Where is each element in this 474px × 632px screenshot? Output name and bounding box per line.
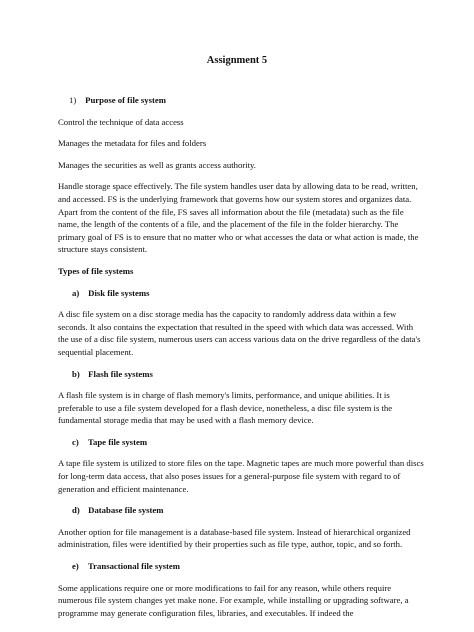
type-heading [72, 504, 424, 517]
type-description: Another option for file management is a database-based file system. Instead of hierarchical organized administration, files were identified by their properties such as file type, author, topic, and so forth. [58, 526, 411, 550]
document-body [58, 94, 424, 628]
type-heading [72, 560, 424, 573]
type-name: Tape file system [88, 436, 148, 447]
section-number: 1) [69, 95, 77, 105]
section-heading-text: Purpose of file system [85, 95, 166, 105]
type-description: A disc file system on a disc storage media has the capacity to randomly address data within a few seconds. It also contains the expectation that resulted in the speed with which data was accessed. With the use of a disc file system, numerous users can access various data on the drive regardless of the data's sequential placement. [58, 309, 421, 357]
type-heading [72, 287, 424, 300]
type-description: A tape file system is utilized to store files on the tape. Magnetic tapes are much more powerful than discs for long-term data access, that also poses issues for a general-purpose file system with regard to of generation and efficient maintenance. [58, 458, 424, 494]
type-heading [72, 436, 424, 449]
type-letter: d) [72, 505, 80, 516]
type-description: A flash file system is in charge of flash memory's limits, performance, and unique abilities. It is preferable to use a file system developed for a flash device, nonetheless, a disc file system is the fundamental storage media that may be used with a flash memory device. [58, 390, 393, 426]
purpose-point: Manages the securities as well as grants access authority. [58, 159, 256, 170]
type-letter: c) [72, 436, 79, 447]
type-heading [72, 368, 424, 381]
page-title: Assignment 5 [206, 55, 268, 66]
purpose-paragraph: Handle storage space effectively. The file system handles user data by allowing data to be read, written, and accessed. FS is the underlying framework that governs how our system stores and organizes data. Apart from the content of the file, FS saves all information about the file (metadata) such as the file name, the length of the contents of a file, and the placement of the file in the folder hierarchy. The primary goal of FS is to ensure that no matter who or what accesses the data or what action is made, the structure stays consistent. [58, 181, 419, 255]
type-letter: b) [72, 368, 80, 379]
purpose-point: Manages the metadata for files and folders [58, 138, 207, 149]
type-name: Disk file systems [88, 287, 150, 298]
type-letter: a) [72, 287, 80, 298]
type-name: Transactional file system [88, 561, 181, 572]
section-heading [69, 94, 424, 107]
purpose-point: Control the technique of data access [58, 116, 184, 127]
type-name: Database file system [88, 505, 164, 516]
types-heading: Types of file systems [58, 265, 134, 276]
type-description: Some applications require one or more modifications to fail for any reason, while others require numerous file system changes yet make none. For example, while installing or upgrading software, a programme may generate configuration files, libraries, and executables. If indeed the [58, 582, 409, 618]
type-name: Flash file systems [88, 368, 153, 379]
type-letter: e) [72, 561, 79, 572]
